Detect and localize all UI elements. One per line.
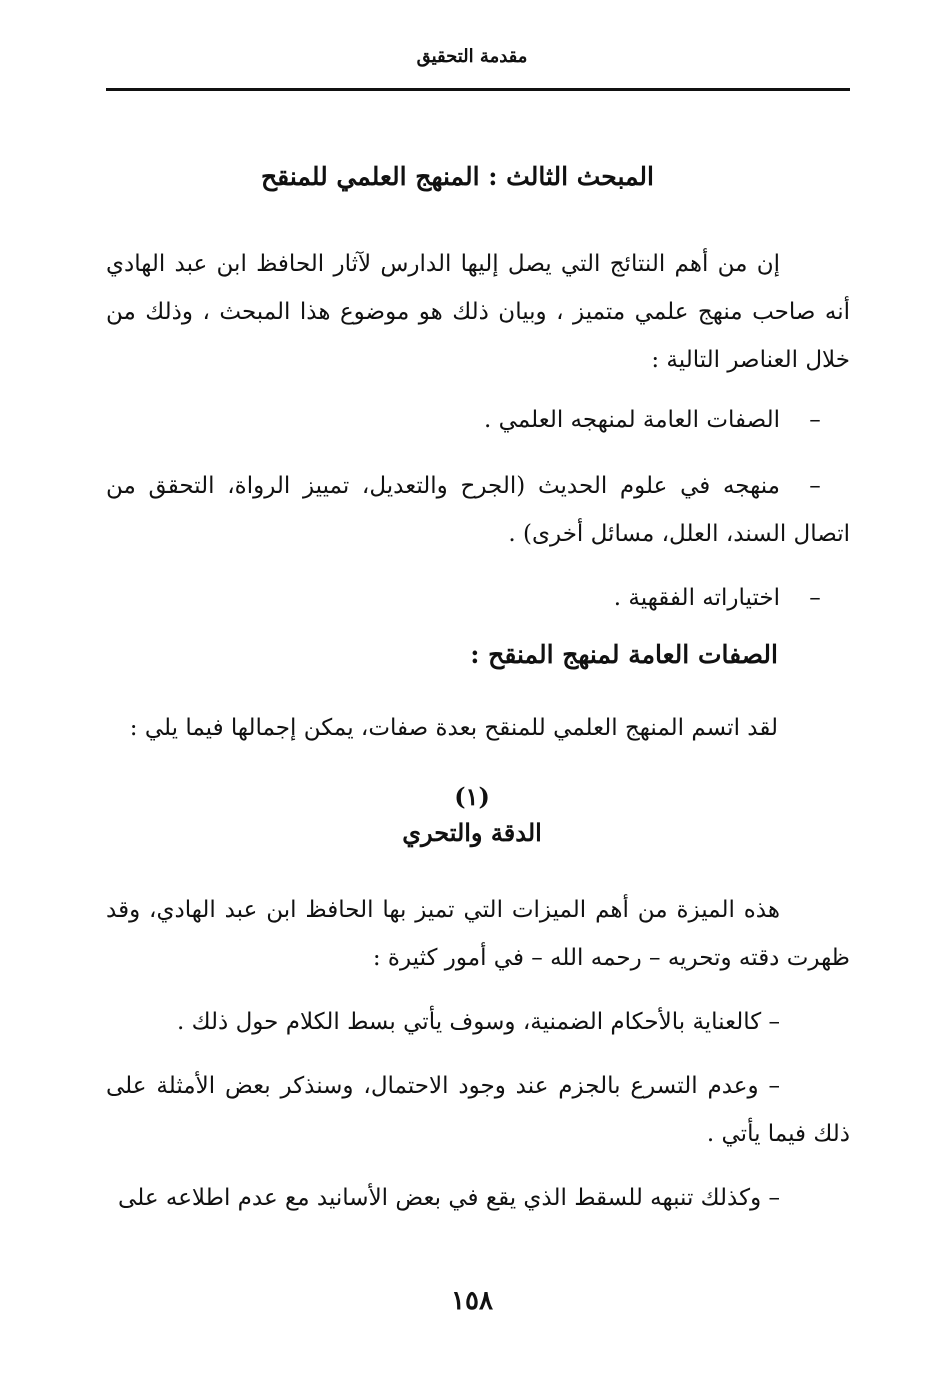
outline-item [106, 396, 850, 444]
running-head: مقدمة التحقيق [416, 46, 528, 67]
intro-paragraph: إن من أهم النتائج التي يصل إليها الدارس لآثار الحافظ ابن عبد الهادي أنه صاحب منهج علمي متميز ، وبيان ذلك هو موضوع هذا المبحث ، وذلك من خلال العناصر التالية : [106, 251, 850, 373]
header-rule [106, 88, 850, 91]
outline-item-text: اختياراته الفقهية . [613, 585, 780, 611]
outline-item [106, 574, 850, 622]
dash-marker: – [809, 407, 821, 433]
item-number: (١) [454, 782, 490, 811]
dash-marker: – [809, 473, 821, 499]
page-number: ١٥٨ [451, 1286, 493, 1316]
item-paragraph: هذه الميزة من أهم الميزات التي تميز بها الحافظ ابن عبد الهادي، وقد ظهرت دقته وتحريه – رحمه الله – في أمور كثيرة : [106, 897, 850, 971]
item-title: الدقة والتحري [402, 818, 542, 847]
dash-item: – كالعناية بالأحكام الضمنية، وسوف يأتي بسط الكلام حول ذلك . [177, 1009, 780, 1035]
dash-item: – وعدم التسرع بالجزم عند وجود الاحتمال، وسنذكر بعض الأمثلة على ذلك فيما يأتي . [106, 1073, 850, 1147]
section-title: المبحث الثالث : المنهج العلمي للمنقح [261, 162, 654, 191]
subheading: الصفات العامة لمنهج المنقح : [470, 640, 778, 669]
dash-item: – وكذلك تنبهه للسقط الذي يقع في بعض الأسانيد مع عدم اطلاعه على [118, 1185, 780, 1211]
outline-item-text: الصفات العامة لمنهجه العلمي . [484, 407, 780, 433]
subheading-paragraph: لقد اتسم المنهج العلمي للمنقح بعدة صفات، يمكن إجمالها فيما يلي : [129, 715, 778, 741]
outline-item-text: منهجه في علوم الحديث (الجرح والتعديل، تمييز الرواة، التحقق من اتصال السند، العلل، مسائل أخرى) . [106, 473, 850, 547]
outline-item [106, 462, 850, 558]
dash-marker: – [809, 585, 821, 611]
